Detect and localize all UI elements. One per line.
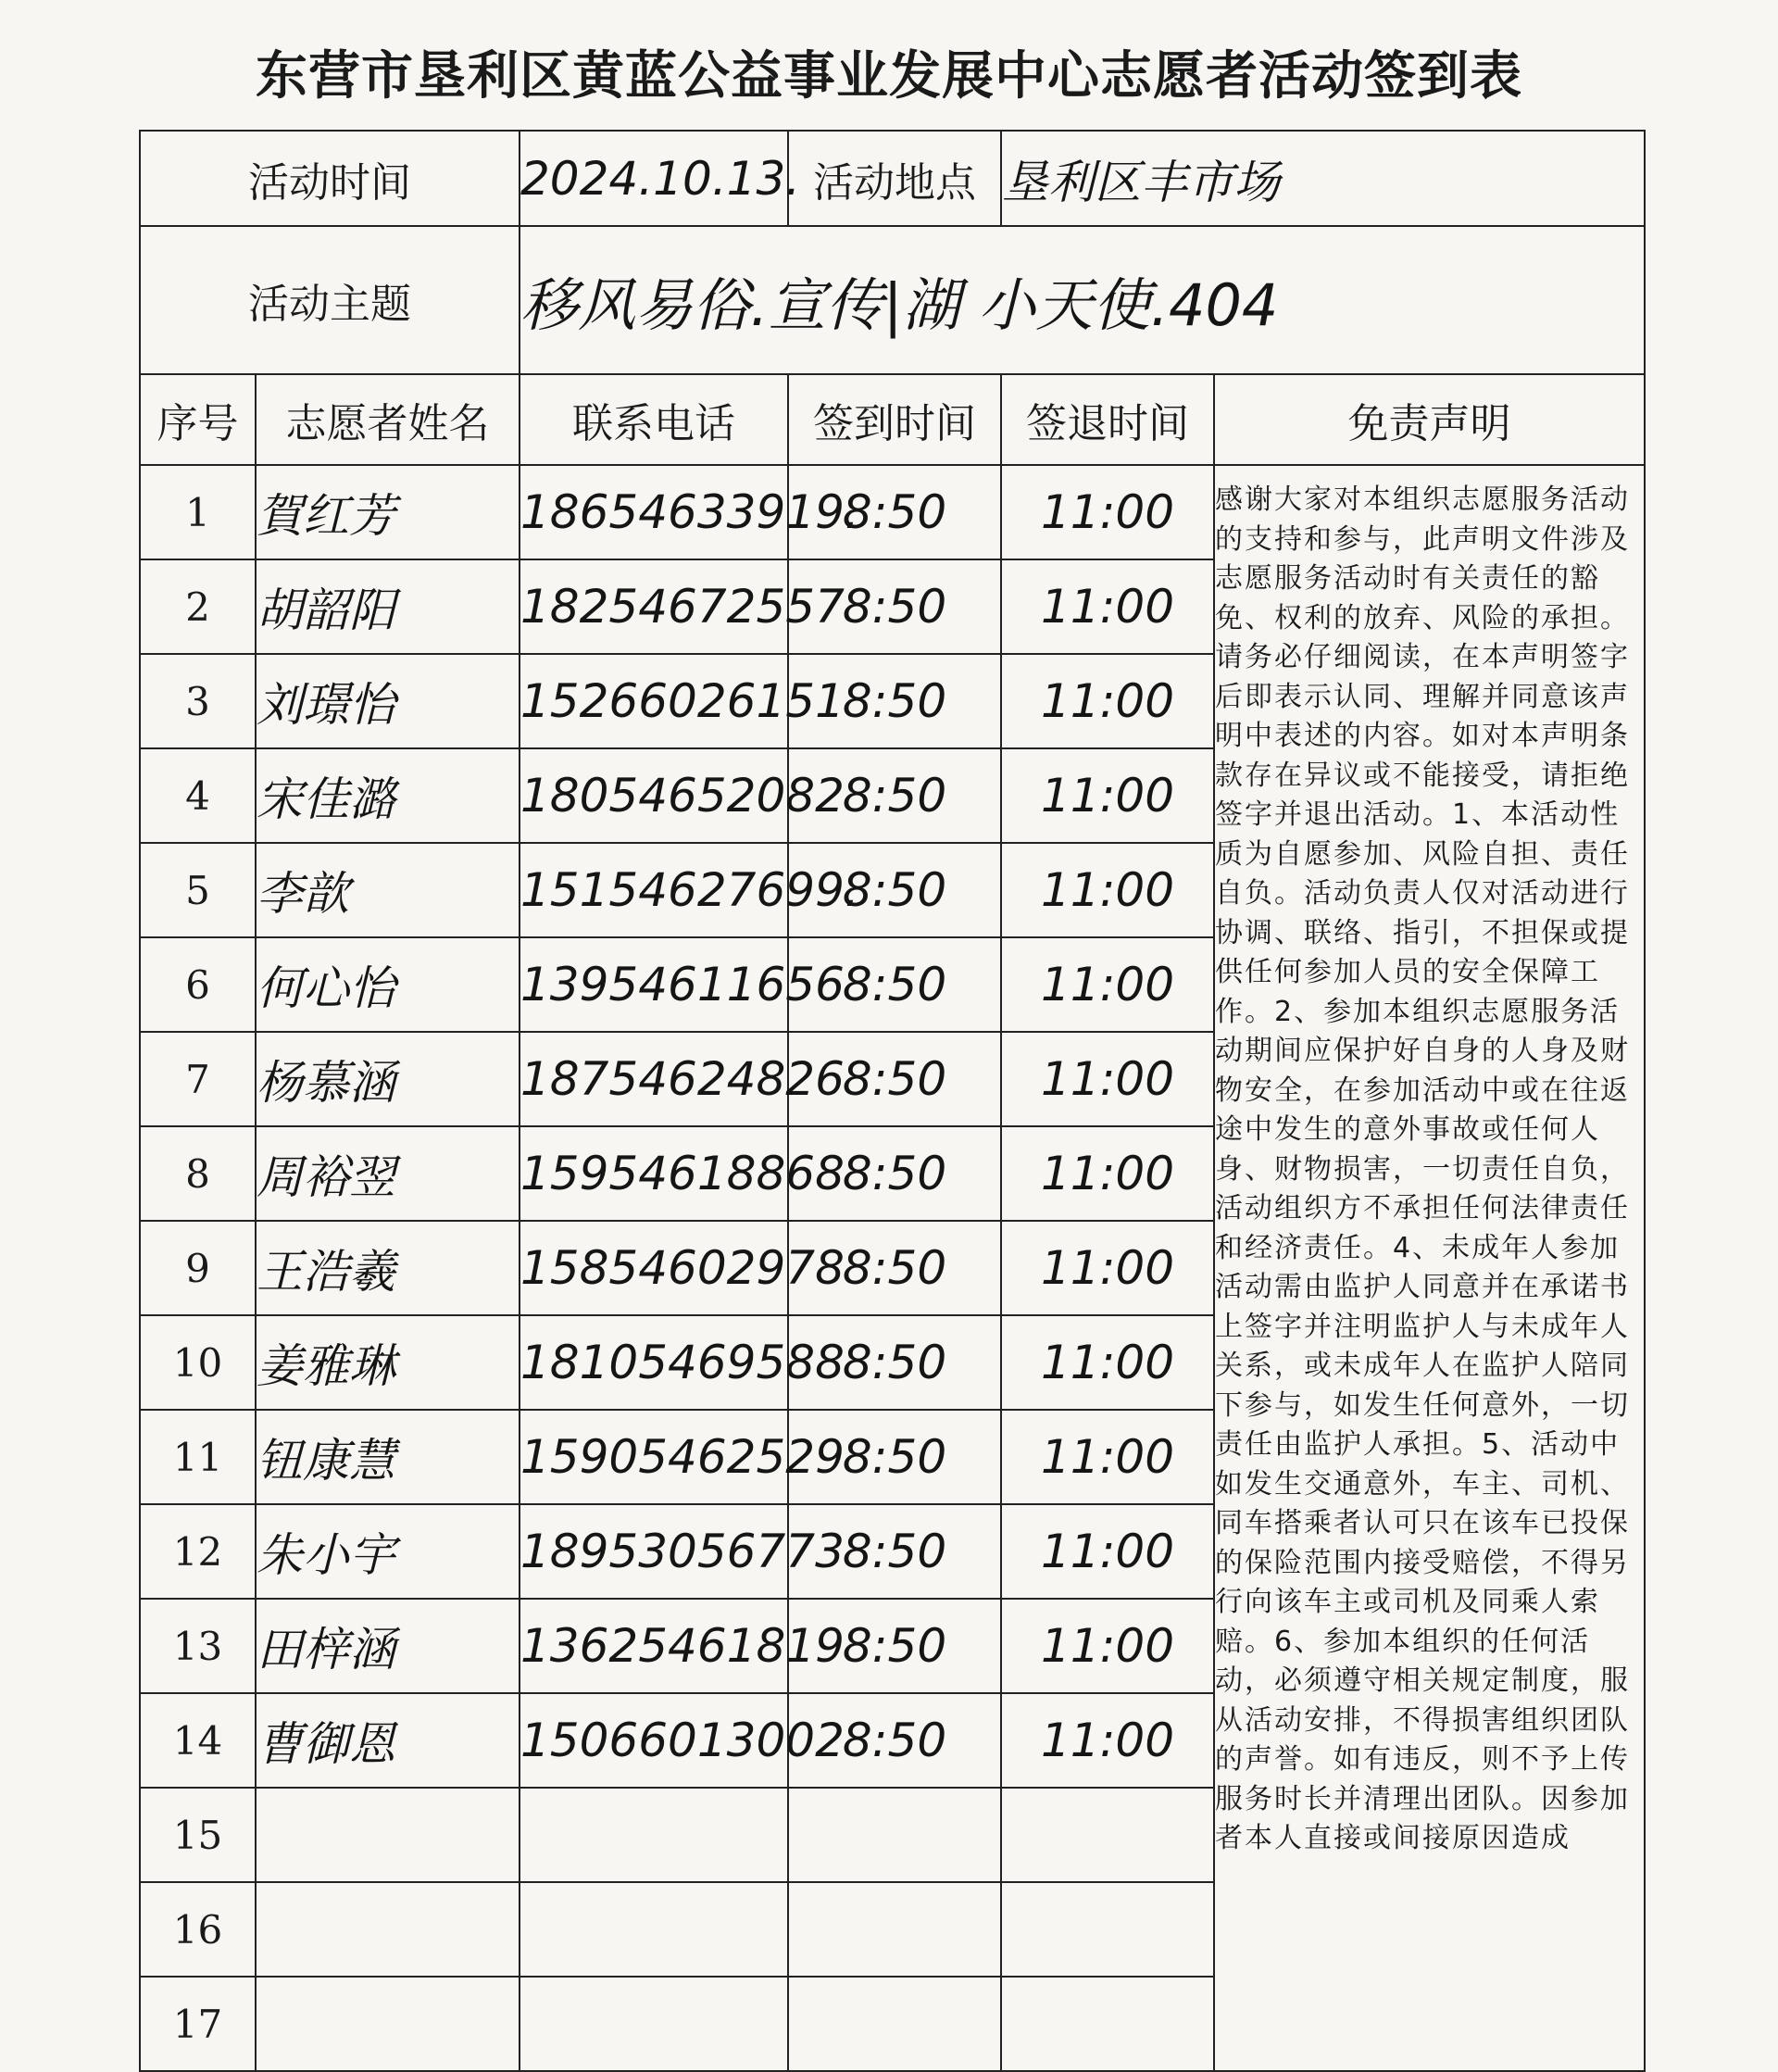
checkout-time: 11:00 (1001, 748, 1214, 843)
checkin-time: 8:50 (788, 1599, 1001, 1693)
checkout-time: 11:00 (1001, 1599, 1214, 1693)
header-disclaimer: 免责声明 (1214, 374, 1645, 465)
phone-number: 15154627699. (520, 843, 788, 937)
checkout-time: 11:00 (1001, 465, 1214, 559)
checkout-time: 11:00 (1001, 1126, 1214, 1221)
row-number: 11 (140, 1410, 256, 1504)
checkout-time: 11:00 (1001, 1315, 1214, 1410)
disclaimer-body: 感谢大家对本组织志愿服务活动的支持和参与，此声明文件涉及志愿服务活动时有关责任的豁免、权利的放弃、风险的承担。请务必仔细阅读，在本声明签字后即表示认同、理解并同意该声明中表述的内容。如对本声明条款存在异议或不能接受，请拒绝签字并退出活动。1、本活动性质为自愿参加、风险自担、责任自负。活动负责人仅对活动进行协调、联络、指引，不担保或提供任何参加人员的安全保障工作。2、参加本组织志愿服务活动期间应保护好自身的人身及财物安全，在参加活动中或在往返途中发生的意外事故或任何人身、财物损害，一切责任自负，活动组织方不承担任何法律责任和经济责任。4、未成年人参加活动需由监护人同意并在承诺书上签字并注明监护人与未成年人关系，或未成年人在监护人陪同下参与，如发生任何意外，一切责任由监护人承担。5、活动中如发生交通意外，车主、司机、同车搭乘者认可只在该车已投保的保险范围内接受赔偿，不得另行向该车主或司机及同乘人索赔。6、参加本组织的任何活动，必须遵守相关规定制度，服从活动安排，不得损害组织团队的声誉。如有违反，则不予上传服务时长并清理出团队。因参加者本人直接或间接原因造成 (1215, 483, 1630, 1854)
checkin-time: 8:50 (788, 1693, 1001, 1788)
volunteer-name (256, 1977, 520, 2071)
checkin-time: 8:50 (788, 1504, 1001, 1599)
header-checkin: 签到时间 (788, 374, 1001, 465)
volunteer-name: 曹御恩 (256, 1693, 520, 1788)
phone-number: 18953056773 (520, 1504, 788, 1599)
sign-in-table (139, 130, 1646, 2072)
row-number: 15 (140, 1788, 256, 1882)
phone-number: 18754624826 (520, 1032, 788, 1126)
checkout-time (1001, 1882, 1214, 1977)
phone-number: 18254672557 (520, 559, 788, 654)
phone-number: 15905462529 (520, 1410, 788, 1504)
info-row-time (140, 131, 1645, 226)
header-checkout: 签退时间 (1001, 374, 1214, 465)
volunteer-name: 钮康慧 (256, 1410, 520, 1504)
page-title: 东营市垦利区黄蓝公益事业发展中心志愿者活动签到表 (256, 45, 1522, 107)
checkout-time (1001, 1977, 1214, 2071)
checkout-time: 11:00 (1001, 1693, 1214, 1788)
checkin-time: 8:50 (788, 465, 1001, 559)
row-number: 8 (140, 1126, 256, 1221)
volunteer-name: 朱小宇 (256, 1504, 520, 1599)
phone-number: 15266026151 (520, 654, 788, 748)
volunteer-name: 周裕翌 (256, 1126, 520, 1221)
volunteer-name: 姜雅琳 (256, 1315, 520, 1410)
info-row-theme (140, 226, 1645, 374)
checkin-time: 8:50 (788, 654, 1001, 748)
checkin-time: 8:50 (788, 559, 1001, 654)
row-number: 6 (140, 937, 256, 1032)
volunteer-name (256, 1788, 520, 1882)
checkout-time: 11:00 (1001, 1032, 1214, 1126)
checkout-time: 11:00 (1001, 1221, 1214, 1315)
volunteer-name: 賀红芳 (256, 465, 520, 559)
phone-number (520, 1977, 788, 2071)
volunteer-name: 何心怡 (256, 937, 520, 1032)
phone-number (520, 1788, 788, 1882)
activity-place-label: 活动地点 (788, 131, 1001, 226)
row-number: 1 (140, 465, 256, 559)
checkout-time: 11:00 (1001, 654, 1214, 748)
phone-number (520, 1882, 788, 1977)
row-number: 3 (140, 654, 256, 748)
volunteer-name: 王浩羲 (256, 1221, 520, 1315)
header-no: 序号 (140, 374, 256, 465)
table-row (140, 465, 1645, 559)
volunteer-name: 杨慕涵 (256, 1032, 520, 1126)
row-number: 14 (140, 1693, 256, 1788)
checkin-time: 8:50 (788, 1032, 1001, 1126)
checkin-time: 8:50 (788, 1315, 1001, 1410)
header-name: 志愿者姓名 (256, 374, 520, 465)
phone-number: 15066013002 (520, 1693, 788, 1788)
phone-number: 18054652082 (520, 748, 788, 843)
row-number: 2 (140, 559, 256, 654)
checkin-time: 8:50 (788, 843, 1001, 937)
row-number: 13 (140, 1599, 256, 1693)
volunteer-name: 刘璟怡 (256, 654, 520, 748)
phone-number: 15854602978 (520, 1221, 788, 1315)
volunteer-name: 李歆 (256, 843, 520, 937)
header-row (140, 374, 1645, 465)
checkout-time: 11:00 (1001, 843, 1214, 937)
row-number: 12 (140, 1504, 256, 1599)
row-number: 16 (140, 1882, 256, 1977)
checkout-time: 11:00 (1001, 1504, 1214, 1599)
volunteer-name: 胡韶阳 (256, 559, 520, 654)
volunteer-name (256, 1882, 520, 1977)
checkin-time (788, 1788, 1001, 1882)
row-number: 7 (140, 1032, 256, 1126)
phone-number: 13954611656 (520, 937, 788, 1032)
activity-time-value: 2024.10.13. (520, 131, 788, 226)
row-number: 5 (140, 843, 256, 937)
checkin-time (788, 1882, 1001, 1977)
phone-number: 13625461819 (520, 1599, 788, 1693)
checkin-time: 8:50 (788, 1126, 1001, 1221)
activity-theme-label: 活动主题 (140, 226, 520, 374)
checkout-time: 11:00 (1001, 1410, 1214, 1504)
checkout-time: 11:00 (1001, 559, 1214, 654)
volunteer-name: 宋佳潞 (256, 748, 520, 843)
checkin-time: 8:50 (788, 1410, 1001, 1504)
activity-time-label: 活动时间 (140, 131, 520, 226)
disclaimer-text (1214, 465, 1645, 2071)
row-number: 9 (140, 1221, 256, 1315)
checkout-time: 11:00 (1001, 937, 1214, 1032)
row-number: 4 (140, 748, 256, 843)
checkin-time: 8:50 (788, 748, 1001, 843)
activity-theme-value: 移风易俗.宣传|湖 小天使.404 (520, 226, 1645, 374)
phone-number: 18654633919. (520, 465, 788, 559)
volunteer-name: 田梓涵 (256, 1599, 520, 1693)
phone-number: 18105469588 (520, 1315, 788, 1410)
checkin-time: 8:50 (788, 1221, 1001, 1315)
row-number: 17 (140, 1977, 256, 2071)
phone-number: 15954618868 (520, 1126, 788, 1221)
checkin-time: 8:50 (788, 937, 1001, 1032)
activity-place-value: 垦利区丰市场 (1001, 131, 1645, 226)
checkout-time (1001, 1788, 1214, 1882)
checkin-time (788, 1977, 1001, 2071)
header-phone: 联系电话 (520, 374, 788, 465)
row-number: 10 (140, 1315, 256, 1410)
